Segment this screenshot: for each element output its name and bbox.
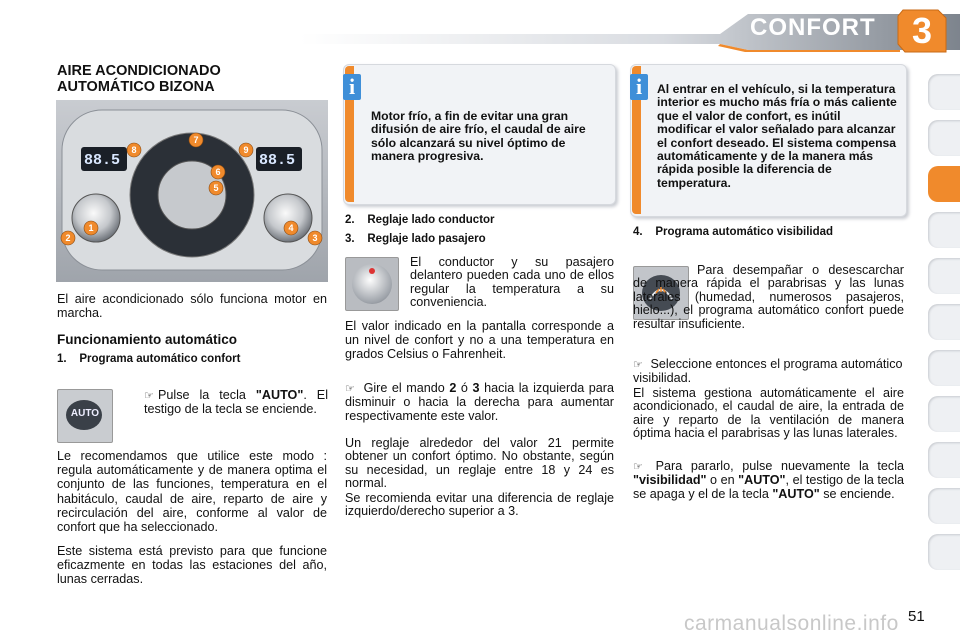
panel-display-right: 88.5 — [259, 152, 296, 169]
side-tab-10[interactable] — [928, 488, 960, 524]
side-tab-4[interactable] — [928, 212, 960, 248]
hand-pointer-icon: ☞ — [633, 461, 643, 473]
side-tab-11[interactable] — [928, 534, 960, 570]
paragraph-system: Este sistema está previsto para que funcione eficazmente en todas las estaciones del año, lunas cerradas. — [57, 544, 327, 587]
chapter-number: 3 — [911, 10, 933, 51]
bullet-stop-visibility: ☞ Para pararlo, pulse nuevamente la tecla "visibilidad" o en "AUTO", el testigo de la tecla se apaga y el de la tecla "AUTO" se enciende. — [633, 459, 905, 501]
paragraph-display-value: El valor indicado en la pantalla corresponde a un nivel de confort y no a una temperatura en grados Celsius o Fahrenheit. — [345, 319, 614, 362]
bullet-auto: ☞ Pulse la tecla "AUTO". El testigo de la tecla se enciende. — [144, 388, 329, 417]
item-1-heading: 1. Programa automático confort — [57, 353, 241, 365]
panel-display-left: 88.5 — [84, 152, 121, 169]
side-tab-8[interactable] — [928, 396, 960, 432]
paragraph-visibility-system: El sistema gestiona automáticamente el aire acondicionado, el caudal de aire, la entrada de aire y reparto de la ventilación de manera óptima hacia el parabrisas y las lunas laterales. — [633, 386, 904, 441]
side-tab-9[interactable] — [928, 442, 960, 478]
panel-label-3: 3 — [312, 233, 318, 243]
hand-pointer-icon: ☞ — [345, 383, 355, 395]
side-tab-1[interactable] — [928, 74, 960, 110]
watermark: carmanualsonline.info — [684, 612, 899, 635]
paragraph-recommend: Le recomendamos que utilice este modo : regula automáticamente y de manera optima el conjunto de las funciones, temperatura en el habitáculo, caudal de aire, reparto de aire y recirculación del aire, conforme al valor de confort que ha seleccionado. — [57, 449, 327, 535]
hand-pointer-icon: ☞ — [144, 390, 154, 402]
info-text-middle: Motor frío, a fin de evitar una gran difusión de aire frío, el caudal de aire sólo alcanzará su nivel óptimo de manera progresiva. — [371, 109, 586, 164]
side-tab-2[interactable] — [928, 120, 960, 156]
auto-button-image — [57, 389, 113, 443]
paragraph-setting-range: Un reglaje alrededor del valor 21 permite obtener un confort óptimo. No obstante, según su necesidad, un reglaje entre 18 y 24 es normal. — [345, 436, 614, 491]
knob-description: El conductor y su pasajero delantero pueden cada uno de ellos regular la temperatura a su conveniencia. — [410, 255, 614, 310]
control-panel-image — [56, 100, 328, 282]
item-3-heading: 3. Reglaje lado pasajero — [345, 233, 486, 245]
hand-pointer-icon: ☞ — [633, 359, 643, 371]
intro-text: El aire acondicionado sólo funciona motor en marcha. — [57, 292, 327, 321]
section-title: AIRE ACONDICIONADO AUTOMÁTICO BIZONA — [57, 63, 221, 95]
panel-label-8: 8 — [131, 145, 137, 155]
panel-label-1: 1 — [88, 223, 94, 233]
visibility-description: Para desempañar o desescarchar de manera rápida el parabrisas y las lunas laterales (humedad, numerosos pasajeros, hielo...), el programa automático confort puede resultar insuficiente. — [633, 263, 904, 331]
subheading-auto: Funcionamiento automático — [57, 332, 238, 347]
side-tab-3-active[interactable] — [928, 166, 960, 202]
panel-label-6: 6 — [215, 167, 221, 177]
paragraph-difference: Se recomienda evitar una diferencia de reglaje izquierdo/derecho superior a 3. — [345, 491, 614, 519]
item-2-heading: 2. Reglaje lado conductor — [345, 214, 495, 226]
bullet-turn-knob: ☞ Gire el mando 2 ó 3 hacia la izquierda para disminuir o hacia la derecha para aumentar respectivamente este valor. — [345, 381, 614, 423]
side-tab-5[interactable] — [928, 258, 960, 294]
info-text-right: Al entrar en el vehículo, si la temperatura interior es mucho más fría o más caliente que el valor de confort, es inútil modificar el valor señalado para alcanzar el confort deseado. El sistema compensa automáticamente y de la manera más rápida posible la diferencia de temperatura. — [657, 82, 897, 190]
page-number: 51 — [908, 608, 925, 625]
chapter-title: CONFORT — [750, 14, 876, 41]
panel-label-5: 5 — [213, 183, 219, 193]
side-tab-7[interactable] — [928, 350, 960, 386]
side-tab-6[interactable] — [928, 304, 960, 340]
panel-label-9: 9 — [243, 145, 249, 155]
panel-label-4: 4 — [288, 223, 294, 233]
panel-label-7: 7 — [193, 135, 199, 145]
info-icon: i — [630, 74, 648, 100]
temperature-knob-image — [345, 257, 399, 311]
auto-button-label: AUTO — [70, 408, 100, 419]
info-icon: i — [343, 74, 361, 100]
item-4-heading: 4. Programa automático visibilidad — [633, 226, 834, 238]
panel-label-2: 2 — [65, 233, 71, 243]
bullet-select-visibility: ☞ Seleccione entonces el programa automático visibilidad. — [633, 357, 903, 386]
